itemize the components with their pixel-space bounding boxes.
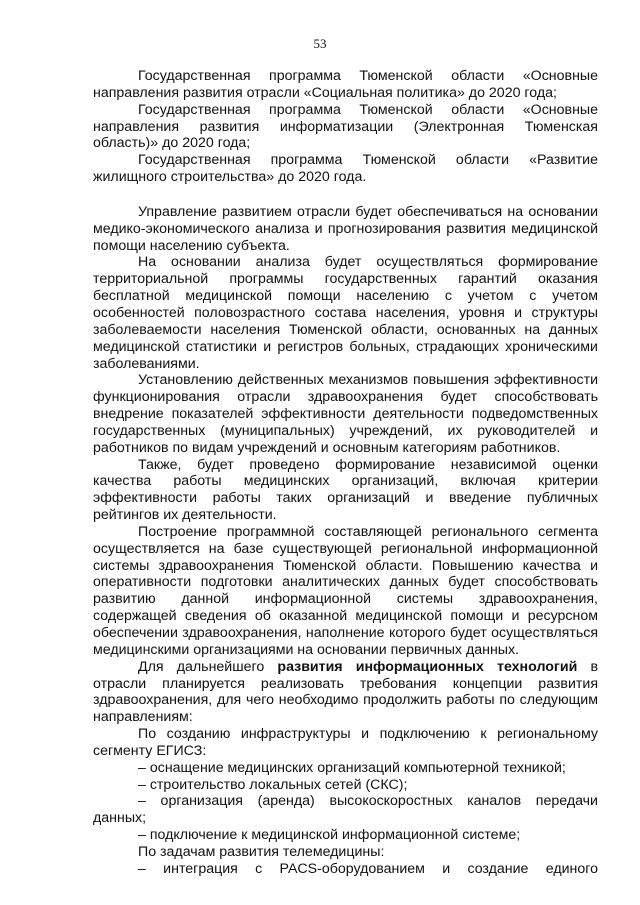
paragraph-management: Управление развитием отрасли будет обеспечиваться на основании медико-экономического анализа и прогнозирования развития медицинской помощи населению субъекта. bbox=[93, 203, 598, 254]
list-item: – организация (аренда) высокоскоростных каналов передачи данных; bbox=[93, 793, 598, 827]
list-item: – оснащение медицинских организаций компьютерной техникой; bbox=[138, 759, 566, 776]
program-item: Государственная программа Тюменской области «Основные направления развития отрасли «Социальная политика» до 2020 года; bbox=[93, 68, 598, 101]
it-bold-phrase: развития информационных технологий bbox=[277, 658, 578, 675]
program-item: Государственная программа Тюменской области «Основные направления развития информатизации (Электронная Тюменская область)» до 2020 года; bbox=[93, 101, 598, 152]
paragraph-infrastructure: По созданию инфраструктуры и подключению к региональному сегменту ЕГИСЗ: bbox=[93, 726, 598, 759]
program-item: Государственная программа Тюменской области «Развитие жилищного строительства» до 2020 года. bbox=[93, 152, 598, 186]
paragraph-gap bbox=[93, 186, 598, 204]
list-item: – интеграция с PACS-оборудованием и создание единого bbox=[138, 860, 598, 877]
list-item: – строительство локальных сетей (СКС); bbox=[138, 776, 408, 793]
paragraph-telemedicine: По задачам развития телемедицины: bbox=[138, 843, 385, 860]
paragraph-analysis: На основании анализа будет осуществляться формирование территориальной программы государственных гарантий оказания бесплатной медицинской помощи населению с учетом с учетом особенностей половозрастного состава населения, уровня и структуры заболеваемости населения Тюменской области, основанных на данных медицинской статистики и регистров больных, страдающих хроническими заболеваниями. bbox=[93, 254, 598, 372]
paragraph-it-development bbox=[93, 659, 598, 726]
paragraph-mechanisms: Установлению действенных механизмов повышения эффективности функционирования отрасли здравоохранения будет способствовать внедрение показателей эффективности деятельности подведомственных государственных (муниципальных) учреждений, их руководителей и работников по видам учреждений и основным категориям работников. bbox=[93, 372, 598, 456]
document-body bbox=[93, 68, 598, 878]
it-text-before: Для дальнейшего bbox=[138, 658, 278, 675]
list-item: – подключение к медицинской информационной системе; bbox=[138, 827, 521, 844]
paragraph-regional-segment: Построение программной составляющей регионального сегмента осуществляется на базе существующей региональной информационной системы здравоохранения Тюменской области. Повышению качества и оперативности подготовки аналитических данных будет способствовать развитию данной информационной системы здравоохранения, содержащей сведения об оказанной медицинской помощи и ресурсном обеспечении здравоохранения, наполнение которого будет осуществляться медицинскими организациями на основании первичных данных. bbox=[93, 523, 598, 658]
paragraph-evaluation: Также, будет проведено формирование независимой оценки качества работы медицинских организаций, включая критерии эффективности работы таких организаций и введение публичных рейтингов их деятельности. bbox=[93, 456, 598, 524]
it-text-after: в отрасли планируется реализовать требования концепции развития здравоохранения, для чего необходимо продолжить работы по следующим направлениям: bbox=[93, 658, 598, 726]
page-number: 53 bbox=[313, 36, 327, 51]
